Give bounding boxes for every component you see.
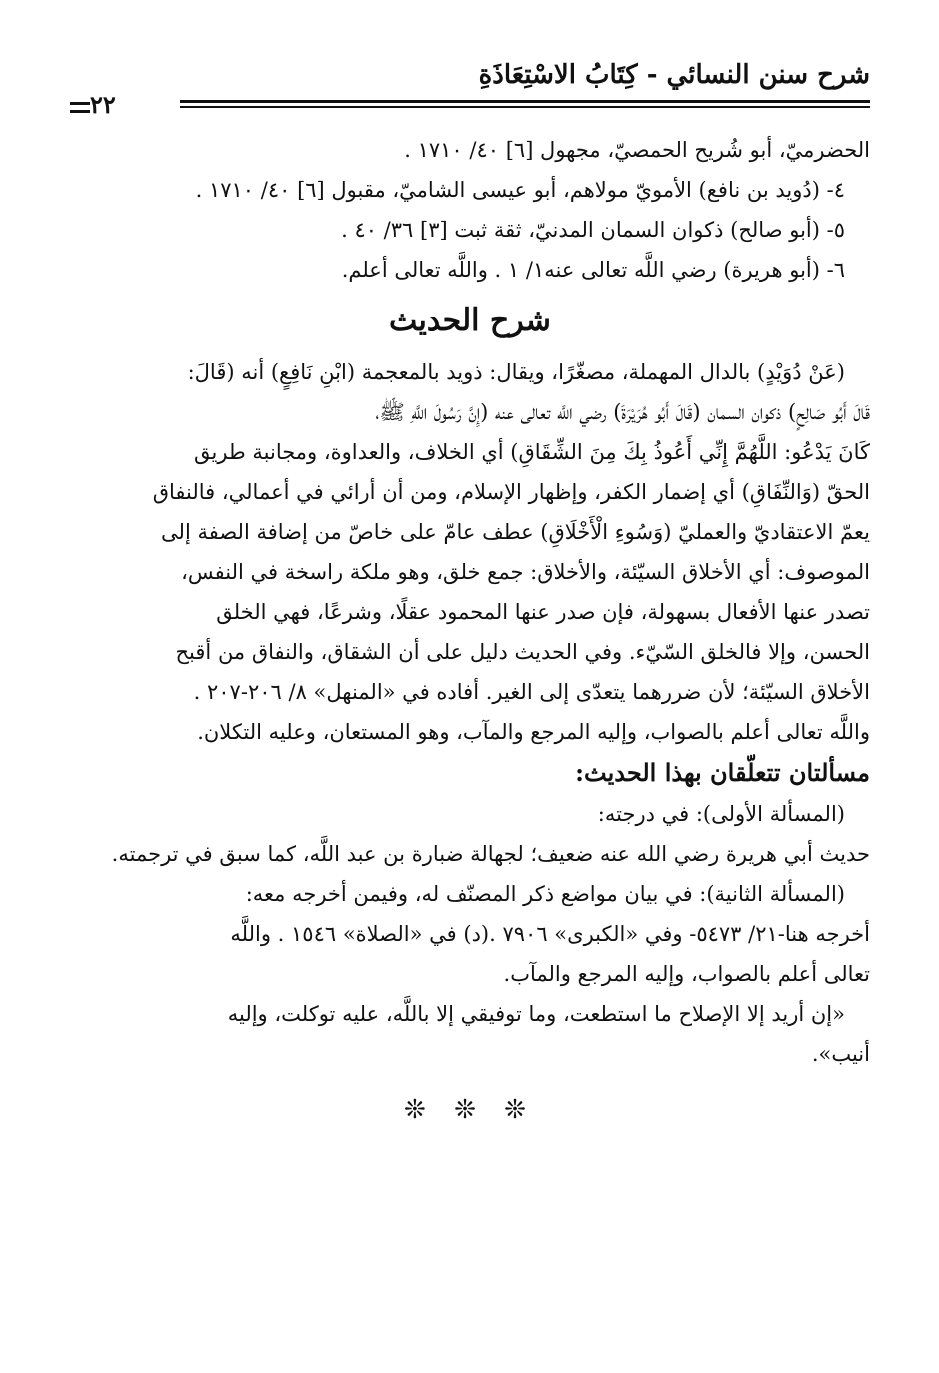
closing-quote: «إن أريد إلا الإصلاح ما استطعت، وما توفيقي إلا باللَّه، عليه توكلت، وإليه <box>227 1002 845 1026</box>
issue-heading: (المسألة الثانية): في بيان مواضع ذكر المصنّف له، وفيمن أخرجه معه: <box>245 882 845 906</box>
issue-line: أخرجه هنا-٢١/ ٥٤٧٣- وفي «الكبرى» ٧٩٠٦ .(د) في «الصلاة» ١٥٤٦ . واللَّه <box>230 922 870 946</box>
narrator-line: ٦- (أبو هريرة) رضي اللَّه تعالى عنه١/ ١ . واللَّه تعالى أعلم. <box>341 258 845 282</box>
issue-line: تعالى أعلم بالصواب، وإليه المرجع والمآب. <box>503 962 870 986</box>
commentary-line: الموصوف: أي الأخلاق السيّئة، والأخلاق: جمع خلق، وهو ملكة راسخة في النفس، <box>181 560 870 584</box>
commentary-line: واللَّه تعالى أعلم بالصواب، وإليه المرجع والمآب، وهو المستعان، وعليه التكلان. <box>197 720 870 744</box>
commentary-line: كَانَ يَدْعُو: اللَّهُمَّ إِنِّي أَعُوذُ بِكَ مِنَ الشِّقَاقِ) أي الخلاف، والعداوة، ومجانبة طريق <box>194 440 870 464</box>
body-text <box>70 130 870 1138</box>
header-rule-thin <box>180 106 870 108</box>
commentary-line: الأخلاق السيّئة؛ لأن ضررهما يتعدّى إلى الغير. أفاده في «المنهل» ٨/ ٢٠٦-٢٠٧ . <box>193 680 870 704</box>
commentary-line: تصدر عنها الأفعال بسهولة، فإن صدر عنها المحمود عقلًا، وشرعًا، فهي الخلق <box>216 600 870 624</box>
narrator-line: ٤- (دُويد بن نافع) الأمويّ مولاهم، أبو عيسى الشاميّ، مقبول [٦] ٤٠/ ١٧١٠ . <box>195 178 845 202</box>
page-header <box>70 40 870 119</box>
page-number: ٢٢ <box>90 90 116 119</box>
commentary-line: قَالَ أَبُو صَالِحٍ) ذكوان السمان (قَالَ أَبُو هُرَيْرَةَ) رضي اللَّه تعالى عنه (إِنَّ رَسُولَ اللَّهِ ﷺ، <box>375 400 870 424</box>
narrator-line: الحضرميّ، أبو شُريح الحمصيّ، مجهول [٦] ٤٠/ ١٧١٠ . <box>404 138 870 162</box>
commentary-line: (عَنْ دُوَيْدٍ) بالدال المهملة، مصغّرًا، ويقال: ذويد بالمعجمة (ابْنِ نَافِعٍ) أنه (قَالَ: <box>187 360 845 384</box>
commentary-line: الحقّ (وَالنِّفَاقِ) أي إضمار الكفر، وإظهار الإسلام، ومن أن أرائي في أعمالي، فالنفاق <box>152 480 870 504</box>
page-number-rule <box>70 110 90 113</box>
commentary-line: الحسن، وإلا فالخلق السّيّء. وفي الحديث دليل على أن الشقاق، والنفاق من أقبح <box>175 640 870 664</box>
header-title: شرح سنن النسائي - كِتَابُ الاسْتِعَاذَةِ <box>478 60 870 90</box>
narrator-line: ٥- (أبو صالح) ذكوان السمان المدنيّ، ثقة ثبت [٣] ٣٦/ ٤٠ . <box>341 218 845 242</box>
page-number-box <box>70 90 180 120</box>
subsection-title: مسألتان تتعلّقان بهذا الحديث: <box>575 758 870 787</box>
book-page <box>70 40 870 1125</box>
issue-heading: (المسألة الأولى): في درجته: <box>597 802 845 826</box>
page-number-rule <box>70 102 90 105</box>
commentary-line: يعمّ الاعتقاديّ والعمليّ (وَسُوءِ الْأَخْلَاقِ) عطف عامّ على خاصّ من إضافة الصفة إلى <box>161 520 870 544</box>
section-title: شرح الحديث <box>389 303 551 338</box>
separator-stars: ❊ ❊ ❊ <box>404 1095 536 1125</box>
closing-quote: أنيب». <box>811 1042 870 1066</box>
header-rule <box>180 100 870 103</box>
issue-line: حديث أبي هريرة رضي الله عنه ضعيف؛ لجهالة ضبارة بن عبد اللَّه، كما سبق في ترجمته. <box>111 842 870 866</box>
